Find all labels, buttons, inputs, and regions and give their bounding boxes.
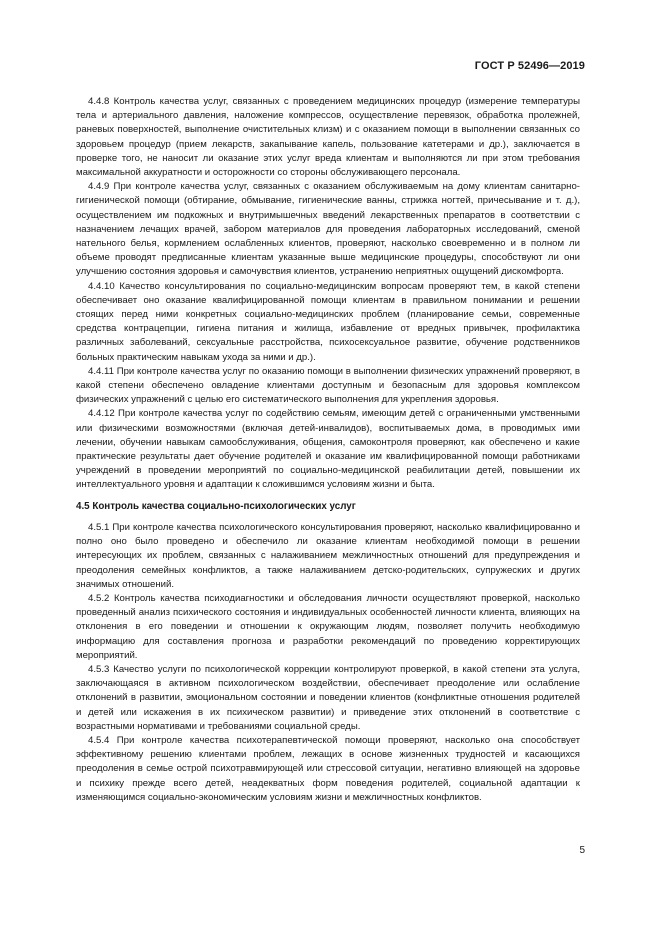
page-number: 5 (579, 845, 585, 856)
paragraph-4-5-1: 4.5.1 При контроле качества психологического консультирования проверяют, насколько квалифицированно и полно оно было проведено и обеспечило ли оказание клиентам необходимой помощи в решении интересующих их проблем, связанных с налаживанием межличностных отношений для предупреждения и преодоления семейных конфликтов, а также налаживанием детско-родительских, супружеских и других значимых отношений. (76, 521, 580, 590)
paragraph-4-4-8: 4.4.8 Контроль качества услуг, связанных с проведением медицинских процедур (измерение температуры тела и артериального давления, наложение компрессов, осуществление перевязок, обработка пролежней, раневых поверхностей, выполнение очистительных клизм) и с оказанием помощи в выполнении связанных со здоровьем процедур (прием лекарств, закапывание капель, пользование катетерами и др.), заключается в проверке того, не наносит ли оказание этих услуг вреда клиентам и выполняются ли при этом требования максимальной аккуратности и осторожности со стороны обслуживающего персонала. (76, 96, 580, 179)
paragraph-4-4-12: 4.4.12 При контроле качества услуг по содействию семьям, имеющим детей с ограниченными умственными или физическими возможностями (включая детей-инвалидов), воспитываемых дома, в проводимых ими лечении, обучении навыкам самообслуживания, общения, самоконтроля проверяют, как обеспечено и какие практические результаты дает обучение родителей и оказание им квалифицированной помощи работниками учреждений в проведении мероприятий по социально-медицинской реабилитации детей, повышении их интеллектуального уровня и адаптации к сложившимся условиям жизни и быта. (76, 408, 580, 491)
paragraph-4-4-9: 4.4.9 При контроле качества услуг, связанных с оказанием обслуживаемым на дому клиентам санитарно-гигиенической помощи (обтирание, обмывание, гигиенические ванны, стрижка ногтей, причесывание и т. д.), осуществлением им подкожных и внутримышечных введений лекарственных препаратов в соответствии с назначением лечащих врачей, забором материалов для проведения лабораторных исследований, сменой нательного белья, кормлением ослабленных клиентов, проверяют, насколько своевременно и в полном ли объеме проводят предписанные клиентам указанные выше медицинские процедуры, способствуют ли они улучшению состояния здоровья и самочувствия клиентов, устранению неприятных ощущений дискомфорта. (76, 181, 580, 278)
standard-code-header: ГОСТ Р 52496—2019 (474, 60, 585, 72)
paragraph-4-5-4: 4.5.4 При контроле качества психотерапевтической помощи проверяют, насколько она способствует эффективному решению клиентами проблем, лежащих в основе жизненных трудностей и касающихся преодоления в семье острой психотравмирующей или стрессовой ситуации, негативно влияющей на здоровье и психику прежде всего детей, неадекватных форм поведения родителей, социальной адаптации к изменяющимся социально-экономическим условиям жизни и межличностных конфликтов. (76, 734, 580, 803)
paragraph-4-5-2: 4.5.2 Контроль качества психодиагностики и обследования личности осуществляют проверкой, насколько проведенный анализ психического состояния и индивидуальных особенностей личности клиента, влияющих на отклонения в его поведении и отношении к окружающим людям, позволяет получить необходимую информацию для составления прогноза и разработки рекомендаций по проведению корректирующих мероприятий. (76, 592, 580, 661)
paragraph-4-5-3: 4.5.3 Качество услуги по психологической коррекции контролируют проверкой, в какой степени эта услуга, заключающаяся в активном психологическом воздействии, обеспечивает преодоление или ослабление отклонений в развитии, эмоциональном состоянии и поведении клиентов (конфликтные отношения родителей и детей или искажения в их психическом развитии) и приведение этих отклонений в соответствие с возрастными нормативами и требованиями социальной среды. (76, 663, 580, 732)
section-heading-4-5: 4.5 Контроль качества социально-психологических услуг (76, 500, 356, 512)
paragraph-4-4-10: 4.4.10 Качество консультирования по социально-медицинским вопросам проверяют тем, в какой степени обеспечивает оно оказание квалифицированной помощи клиентам в правильном понимании и решении стоящих перед ними конкретных социально-медицинских проблем (планирование семьи, современные средства контрацепции, гигиена питания и жилища, избавление от вредных привычек, профилактика различных заболеваний, сексуальные расстройства, психосексуальное развитие, обучение родственников больных практическим навыкам ухода за ними и др.). (76, 280, 580, 363)
paragraph-4-4-11: 4.4.11 При контроле качества услуг по оказанию помощи в выполнении физических упражнений проверяют, в какой степени обеспечено овладение клиентами доступным и безопасным для здоровья комплексом физических упражнений с целью его систематического выполнения для укрепления здоровья. (76, 365, 580, 406)
document-body (76, 95, 580, 805)
